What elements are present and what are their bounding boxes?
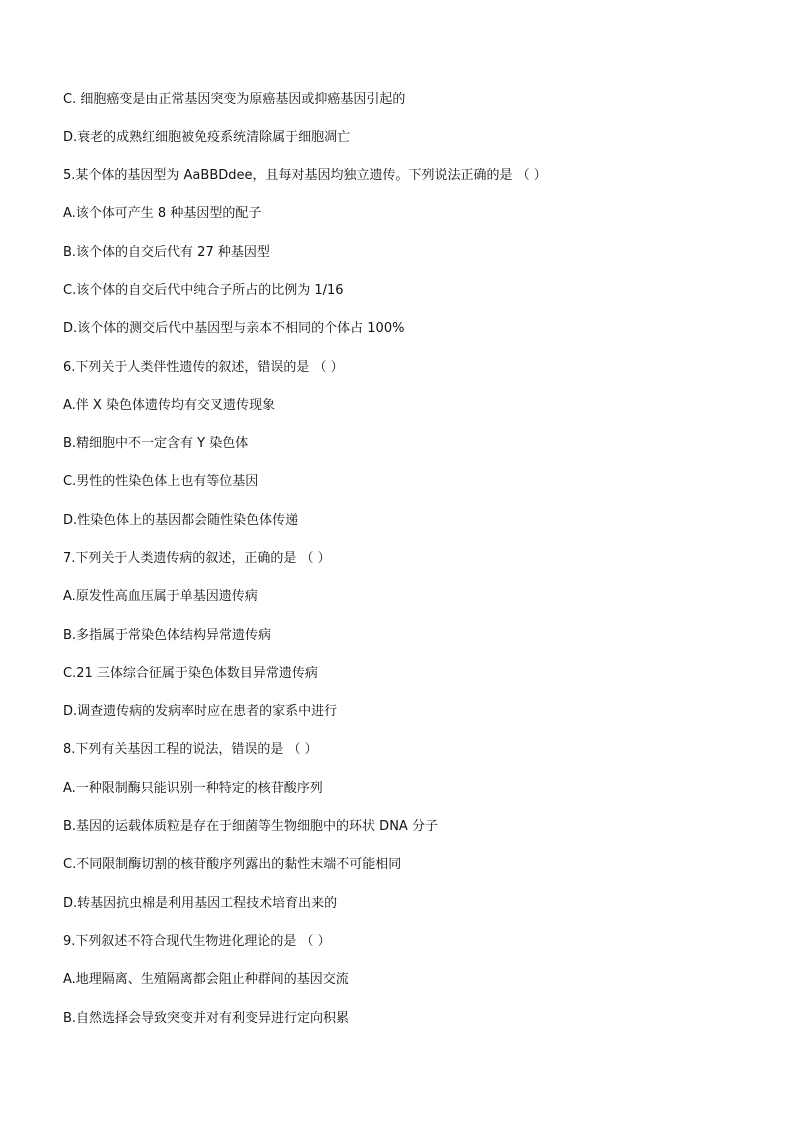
option-c-q6: C.男性的性染色体上也有等位基因 (63, 474, 259, 489)
option-b-q6: B.精细胞中不一定含有 Y 染色体 (63, 436, 249, 451)
option-a-q8: A.一种限制酶只能识别一种特定的核苷酸序列 (63, 781, 323, 796)
option-b-q8: B.基因的运载体质粒是存在于细菌等生物细胞中的环状 DNA 分子 (63, 819, 438, 834)
option-c-q5: C.该个体的自交后代中纯合子所占的比例为 1/16 (63, 283, 344, 298)
question-9: 9.下列叙述不符合现代生物进化理论的是 （ ） (63, 934, 331, 949)
option-a-q5: A.该个体可产生 8 种基因型的配子 (63, 206, 262, 221)
question-6: 6.下列关于人类伴性遗传的叙述，错误的是 （ ） (63, 360, 344, 375)
option-a-q6: A.伴 X 染色体遗传均有交叉遗传现象 (63, 398, 275, 413)
option-d-q4: D.衰老的成熟红细胞被免疫系统清除属于细胞凋亡 (63, 130, 351, 145)
option-b-q7: B.多指属于常染色体结构异常遗传病 (63, 628, 272, 643)
option-a-q7: A.原发性高血压属于单基因遗传病 (63, 589, 258, 604)
option-d-q8: D.转基因抗虫棉是利用基因工程技术培育出来的 (63, 896, 338, 911)
question-8: 8.下列有关基因工程的说法，错误的是 （ ） (63, 742, 318, 757)
option-c-q4: C. 细胞癌变是由正常基因突变为原癌基因或抑癌基因引起的 (63, 92, 406, 107)
question-5: 5.某个体的基因型为 AaBBDdee，且每对基因均独立遗传。下列说法正确的是 （ ） (63, 168, 547, 183)
option-d-q7: D.调查遗传病的发病率时应在患者的家系中进行 (63, 704, 338, 719)
option-c-q8: C.不同限制酶切割的核苷酸序列露出的黏性末端不可能相同 (63, 857, 402, 872)
option-a-q9: A.地理隔离、生殖隔离都会阻止种群间的基因交流 (63, 972, 349, 987)
option-b-q9: B.自然选择会导致突变并对有利变异进行定向积累 (63, 1011, 350, 1026)
option-b-q5: B.该个体的自交后代有 27 种基因型 (63, 245, 270, 260)
question-7: 7.下列关于人类遗传病的叙述，正确的是 （ ） (63, 551, 331, 566)
option-d-q5: D.该个体的测交后代中基因型与亲本不相同的个体占 100% (63, 321, 405, 336)
option-c-q7: C.21 三体综合征属于染色体数目异常遗传病 (63, 666, 318, 681)
option-d-q6: D.性染色体上的基因都会随性染色体传递 (63, 513, 299, 528)
